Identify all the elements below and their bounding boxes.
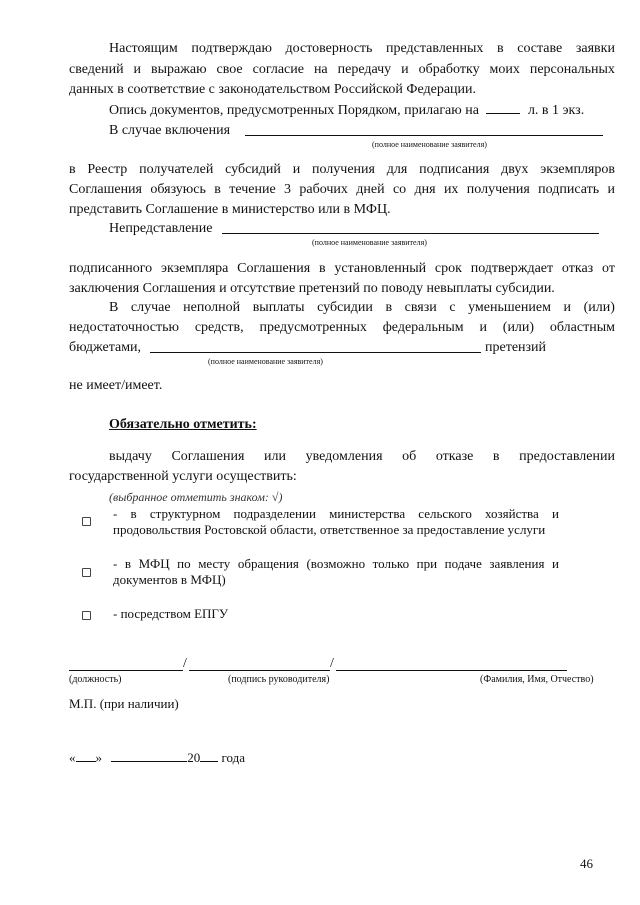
- option-ministry-line2: продовольствия Ростовской области, ответственное за предоставление услуги: [113, 522, 546, 537]
- signature-caption-name: (Фамилия, Имя, Отчество): [480, 674, 594, 685]
- option-mfc-checkbox[interactable]: [82, 568, 91, 577]
- nonsubmission-line2: заключения Соглашения и отсутствие претензий по поводу невыплаты субсидии.: [69, 281, 555, 296]
- date-day-blank: [76, 761, 96, 762]
- partial-line3-before: бюджетами,: [69, 340, 142, 355]
- option-ministry-line1: - в структурном подразделении министерства сельского хозяйства и: [113, 506, 559, 521]
- must-note-heading: Обязательно отметить:: [109, 417, 257, 432]
- partial-applicant-line: [150, 352, 481, 353]
- option-mfc-line1: - в МФЦ по месту обращения (возможно только при подаче заявления и: [113, 556, 559, 571]
- partial-line1: В случае неполной выплаты субсидии в связи с уменьшением и (или): [109, 300, 615, 315]
- nonsubmission-lead: Непредставление: [109, 221, 213, 236]
- signature-name-line: [336, 670, 567, 671]
- signature-position-line: [69, 670, 183, 671]
- nonsubmission-caption: (полное наименование заявителя): [312, 238, 427, 247]
- date-line: « » 20 года: [69, 750, 246, 765]
- partial-caption: (полное наименование заявителя): [208, 357, 323, 366]
- inclusion-line2: Соглашения обязуюсь в течение 3 рабочих дней со дня их получения подписать и: [69, 182, 615, 197]
- must-note-line2: государственной услуги осуществить:: [69, 469, 297, 484]
- nonsubmission-applicant-line: [222, 233, 599, 234]
- signature-caption-signature: (подпись руководителя): [228, 674, 330, 685]
- para1-line2: сведений и выражаю свое согласие на передачу и обработку моих персональных: [69, 62, 615, 77]
- partial-line4: не имеет/имеет.: [69, 378, 163, 393]
- inclusion-applicant-line: [245, 135, 603, 136]
- option-epgu-line1: - посредством ЕПГУ: [113, 606, 229, 621]
- date-year-blank: [200, 761, 218, 762]
- nonsubmission-line1: подписанного экземпляра Соглашения в установленный срок подтверждает отказ от: [69, 261, 615, 276]
- inclusion-lead: В случае включения: [109, 123, 231, 138]
- must-note-line1: выдачу Соглашения или уведомления об отказе в предоставлении: [109, 449, 615, 464]
- option-ministry-checkbox[interactable]: [82, 517, 91, 526]
- para1-line3: данных в соответствие с законодательством Российской Федерации.: [69, 82, 477, 97]
- para1-line1: Настоящим подтверждаю достоверность представленных в составе заявки: [109, 41, 615, 56]
- inclusion-line1: в Реестр получателей субсидий и получения для подписания двух экземпляров: [69, 162, 615, 177]
- partial-line2: недостаточностью средств, предусмотренных федеральным и (или) областным: [69, 320, 615, 335]
- signature-slash-2: /: [330, 656, 334, 671]
- inclusion-line3: представить Соглашение в министерство или в МФЦ.: [69, 202, 391, 217]
- signature-caption-position: (должность): [69, 674, 122, 685]
- page-number: 46: [580, 856, 593, 871]
- option-epgu-checkbox[interactable]: [82, 611, 91, 620]
- stamp-note: М.П. (при наличии): [69, 696, 179, 711]
- must-note-hint: (выбранное отметить знаком: √): [109, 490, 283, 504]
- signature-slash-1: /: [183, 656, 187, 671]
- opis-line: Опись документов, предусмотренных Порядком, прилагаю на л. в 1 экз.: [109, 103, 585, 118]
- date-month-blank: [111, 761, 187, 762]
- signature-sign-line: [189, 670, 330, 671]
- opis-pages-blank: [486, 113, 520, 114]
- partial-line3-after: претензий: [485, 340, 547, 355]
- inclusion-caption: (полное наименование заявителя): [372, 140, 487, 149]
- option-mfc-line2: документов в МФЦ): [113, 572, 226, 587]
